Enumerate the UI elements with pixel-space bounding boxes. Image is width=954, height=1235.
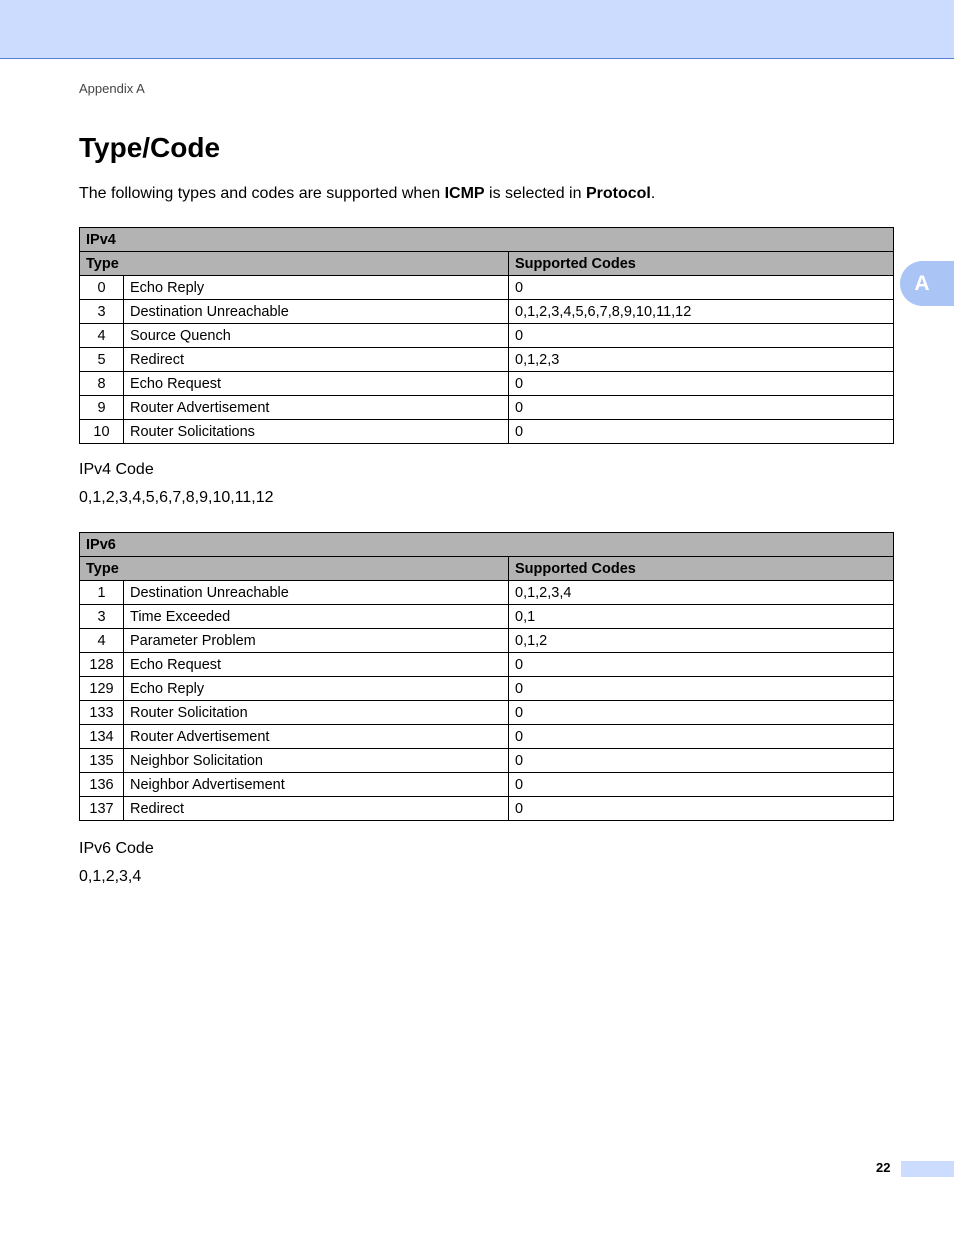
type-cell: 5 [80,348,124,372]
table-row [80,749,894,773]
codes-cell: 0,1,2,3,4 [509,581,894,605]
intro-text-3: . [650,185,656,202]
codes-cell: 0,1 [509,605,894,629]
type-cell: 8 [80,372,124,396]
type-cell: 9 [80,396,124,420]
codes-cell: 0,1,2,3,4,5,6,7,8,9,10,11,12 [509,300,894,324]
codes-cell: 0 [509,773,894,797]
ipv4-table-body [80,228,894,444]
table-row [80,372,894,396]
table-row [80,348,894,372]
codes-cell: 0 [509,749,894,773]
table-row [80,396,894,420]
ipv6-heading-row [80,533,894,557]
codes-cell: 0 [509,372,894,396]
ipv4-column-header-row [80,252,894,276]
table-row [80,276,894,300]
ipv6-table [79,532,894,821]
type-cell: 137 [80,797,124,821]
codes-cell: 0 [509,396,894,420]
table-row [80,629,894,653]
table-row [80,677,894,701]
ipv6-table-body [80,533,894,821]
ipv6-heading: IPv6 [80,533,894,557]
name-cell: Parameter Problem [124,629,509,653]
table-row [80,300,894,324]
name-cell: Time Exceeded [124,605,509,629]
name-cell: Router Advertisement [124,396,509,420]
page-title: Type/Code [79,132,221,163]
name-cell: Redirect [124,348,509,372]
name-cell: Echo Request [124,372,509,396]
name-cell: Router Solicitations [124,420,509,444]
table-row [80,773,894,797]
name-cell: Source Quench [124,324,509,348]
intro-paragraph [79,185,655,203]
table-row [80,725,894,749]
ipv4-code-label: IPv4 Code [79,461,154,478]
name-cell: Destination Unreachable [124,300,509,324]
type-cell: 10 [80,420,124,444]
table-row [80,605,894,629]
type-cell: 0 [80,276,124,300]
name-cell: Echo Reply [124,677,509,701]
codes-cell: 0 [509,420,894,444]
codes-cell: 0 [509,324,894,348]
table-row [80,701,894,725]
ipv6-code-value: 0,1,2,3,4 [79,868,142,885]
type-cell: 133 [80,701,124,725]
intro-bold-protocol: Protocol [585,185,651,202]
ipv4-code-value: 0,1,2,3,4,5,6,7,8,9,10,11,12 [79,489,274,506]
type-cell: 128 [80,653,124,677]
type-cell: 134 [80,725,124,749]
name-cell: Destination Unreachable [124,581,509,605]
ipv6-col-type: Type [80,557,509,581]
ipv6-column-header-row [80,557,894,581]
codes-cell: 0,1,2,3 [509,348,894,372]
intro-text-1: The following types and codes are supported when [79,185,445,202]
ipv4-col-codes: Supported Codes [509,252,894,276]
table-row [80,653,894,677]
ipv4-heading-row [80,228,894,252]
running-head: Appendix A [79,81,145,96]
codes-cell: 0 [509,677,894,701]
codes-cell: 0 [509,653,894,677]
name-cell: Router Solicitation [124,701,509,725]
codes-cell: 0 [509,276,894,300]
intro-bold-icmp: ICMP [444,185,485,202]
name-cell: Echo Request [124,653,509,677]
table-row [80,324,894,348]
type-cell: 135 [80,749,124,773]
type-cell: 1 [80,581,124,605]
ipv4-table [79,227,894,444]
type-cell: 136 [80,773,124,797]
codes-cell: 0 [509,797,894,821]
appendix-tab: A [900,261,954,306]
table-row [80,581,894,605]
codes-cell: 0,1,2 [509,629,894,653]
name-cell: Neighbor Advertisement [124,773,509,797]
intro-text-2: is selected in [484,185,586,202]
type-cell: 3 [80,605,124,629]
ipv6-code-label: IPv6 Code [79,840,154,857]
page-number-bar [901,1161,954,1177]
name-cell: Neighbor Solicitation [124,749,509,773]
type-cell: 129 [80,677,124,701]
ipv4-col-type: Type [80,252,509,276]
ipv6-col-codes: Supported Codes [509,557,894,581]
table-row [80,420,894,444]
name-cell: Redirect [124,797,509,821]
name-cell: Echo Reply [124,276,509,300]
page-number: 22 [876,1160,891,1175]
type-cell: 4 [80,629,124,653]
type-cell: 3 [80,300,124,324]
name-cell: Router Advertisement [124,725,509,749]
ipv4-heading: IPv4 [80,228,894,252]
codes-cell: 0 [509,701,894,725]
type-cell: 4 [80,324,124,348]
codes-cell: 0 [509,725,894,749]
table-row [80,797,894,821]
header-band [0,0,954,59]
